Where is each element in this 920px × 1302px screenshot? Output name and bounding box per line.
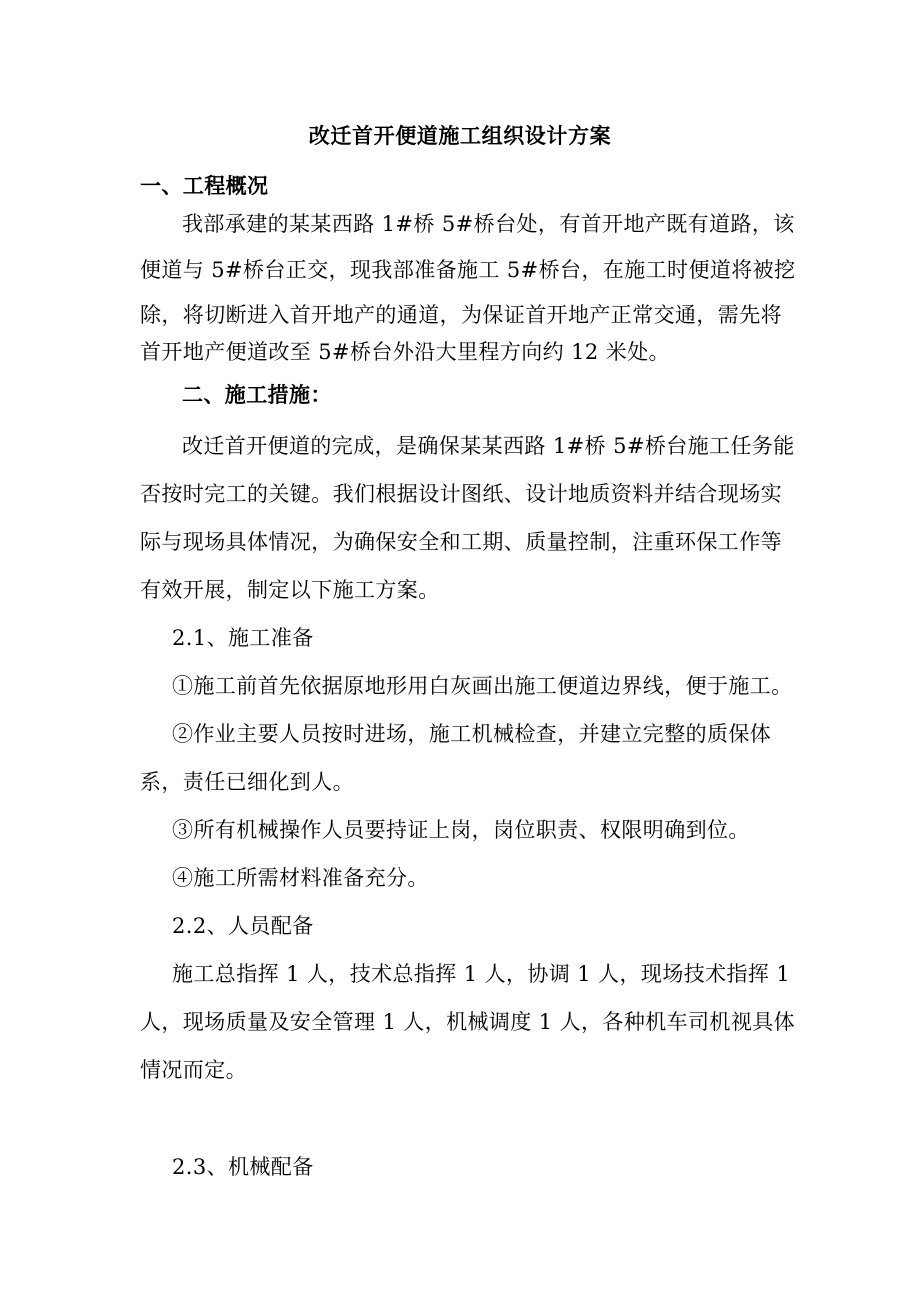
prep-item-4: ④施工所需材料准备充分。: [172, 866, 429, 890]
document-title: 改迁首开便道施工组织设计方案: [308, 123, 612, 148]
staff-line-2: 人，现场质量及安全管理 1 人，机械调度 1 人，各种机车司机视具体: [140, 1010, 796, 1034]
section2-intro-line-4: 有效开展，制定以下施工方案。: [140, 578, 440, 602]
prep-item-3: ③所有机械操作人员要持证上岗，岗位职责、权限明确到位。: [172, 818, 750, 842]
staff-line-3: 情况而定。: [140, 1058, 247, 1082]
subsection-2-2-heading: 2.2、人员配备: [172, 914, 314, 938]
section2-intro-line-1: 改迁首开便道的完成，是确保某某西路 1#桥 5#桥台施工任务能: [182, 434, 795, 458]
section1-line-3: 除，将切断进入首开地产的通道，为保证首开地产正常交通，需先将: [140, 303, 782, 327]
section1-line-4: 首开地产便道改至 5#桥台外沿大里程方向约 12 米处。: [140, 340, 670, 364]
section2-intro-line-3: 际与现场具体情况，为确保安全和工期、质量控制，注重环保工作等: [140, 530, 782, 554]
prep-item-2-cont: 系，责任已细化到人。: [140, 770, 354, 794]
staff-line-1: 施工总指挥 1 人，技术总指挥 1 人，协调 1 人，现场技术指挥 1: [172, 962, 791, 986]
section1-heading: 一、工程概况: [140, 173, 269, 198]
prep-item-1: ①施工前首先依据原地形用白灰画出施工便道边界线，便于施工。: [172, 674, 793, 698]
prep-item-2: ②作业主要人员按时进场，施工机械检查，并建立完整的质保体: [172, 722, 772, 746]
section2-intro-line-2: 否按时完工的关键。我们根据设计图纸、设计地质资料并结合现场实: [140, 482, 782, 506]
section1-line-1: 我部承建的某某西路 1#桥 5#桥台处，有首开地产既有道路，该: [182, 212, 795, 236]
subsection-2-3-heading: 2.3、机械配备: [172, 1155, 314, 1179]
subsection-2-1-heading: 2.1、施工准备: [172, 626, 314, 650]
section2-heading: 二、施工措施：: [182, 382, 332, 407]
section1-line-2: 便道与 5#桥台正交，现我部准备施工 5#桥台，在施工时便道将被挖: [140, 258, 796, 282]
